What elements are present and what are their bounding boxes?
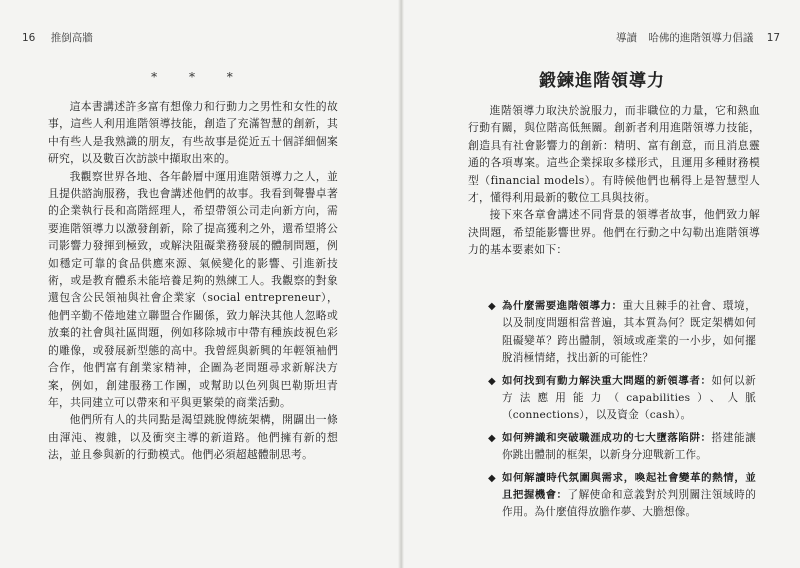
key-elements-list [488, 298, 756, 527]
bullet-heading: 如何找到有動力解決重大問題的新領導者： [502, 374, 712, 387]
right-body-text [468, 102, 760, 259]
paragraph: 進階領導力取決於說服力，而非職位的力量，它和熱血行動有關，與位階高低無關。創新者利用進階領導力技能，創造具有社會影響力的創新：精明、富有創意，而且消息靈通的各項專案。這些企業採取多樣形式，且運用多種財務模型（financial models）。有時候他們也稱得上是智慧型人才，懂得利用最新的數位工具與技術。 [468, 104, 760, 205]
left-body-text [48, 98, 338, 464]
right-running-label: 導讀 [616, 32, 637, 44]
paragraph: 他們所有人的共同點是渴望跳脫傳統架構，開闢出一條由渾沌、複雜，以及衝突主導的新道路。他們擁有新的想法，並且參與新的行動模式。他們必須超越體制思考。 [48, 413, 338, 462]
bullet-heading: 如何解讀時代氛圍與需求，喚起社會變革的熱情，並且把握機會： [502, 471, 756, 502]
bullet-text: 如何以新方法應用能力（capabilities）、人脈（connections），以及資金（cash）。 [502, 374, 756, 422]
right-running-title: 哈佛的進階領導力倡議 [648, 32, 754, 44]
paragraph: 我觀察世界各地、各年齡層中運用進階領導力之人，並且提供諮詢服務，我也會講述他們的故事。我看到聲譽卓著的企業執行長和高階經理人，希望帶領公司走向新方向，需要進階領導力以激發創新，除了提高獲利之外，還希望將公司影響力發揮到極致，或解決阻礙業務發展的體制問題，例如穩定可靠的食品供應來源、氣候變化的影響、引進新技術，或是教育體系未能培養足夠的熟練工人。我觀察的對象還包含公民領袖與社會企業家（social entrepreneur），他們辛勤不倦地建立聯盟合作關係，致力解決其他人忽略或放棄的社會與社區問題，例如移除城市中帶有種族歧視色彩的雕像，或發展新型態的高中。我曾經與新興的年輕領袖們合作，他們富有創業家精神，企圖為老問題尋求新解決方案，例如，創建服務工作團，或幫助以色列與巴勒斯坦青年，共同建立可以帶來和平與更繁榮的商業活動。 [48, 169, 338, 409]
bullet-text: 重大且棘手的社會、環境，以及制度問題相當普遍，其本質為何？既定架構如何阻礙變革？跨出體制，領域或產業的一小步，如何擺脫消極情緒，找出新的可能性？ [502, 300, 756, 365]
right-running-header [616, 30, 780, 45]
left-page-number: 16 [22, 32, 36, 44]
section-break-ornament: * * * [151, 70, 247, 84]
list-item [488, 430, 756, 465]
diamond-bullet-icon: ◆ [488, 432, 496, 444]
diamond-bullet-icon: ◆ [488, 472, 496, 484]
diamond-bullet-icon: ◆ [488, 375, 496, 387]
right-page-number: 17 [766, 32, 781, 44]
list-item [488, 298, 756, 368]
bullet-heading: 為什麼需要進階領導力： [502, 300, 623, 312]
right-page [404, 0, 800, 568]
left-running-title: 推倒高牆 [50, 32, 93, 44]
left-running-header [22, 30, 93, 45]
bullet-text: 搭建能讓你跳出體制的框架，以新身分迎戰新工作。 [502, 431, 756, 462]
chapter-title: 鍛鍊進階領導力 [539, 71, 665, 91]
bullet-heading: 如何辨識和突破職涯成功的七大墮落陷阱： [502, 431, 712, 444]
paragraph: 接下來各章會講述不同背景的領導者故事，他們致力解決問題，希望能影響世界。他們在行動之中勾勒出進階領導力的基本要素如下： [468, 208, 760, 257]
left-page [0, 0, 398, 568]
list-item [488, 470, 756, 522]
list-item [488, 373, 756, 425]
bullet-text: 了解使命和意義對於判別關注領域時的作用。為什麼值得放膽作夢、大膽想像。 [502, 489, 757, 519]
paragraph: 這本書講述許多富有想像力和行動力之男性和女性的故事，這些人利用進階領導技能，創造了充滿智慧的創新，其中有些人是我熟識的朋友，有些故事是從近五十個詳細個案研究，以及數百次訪談中擷取出來的。 [48, 100, 338, 166]
diamond-bullet-icon: ◆ [488, 301, 496, 312]
